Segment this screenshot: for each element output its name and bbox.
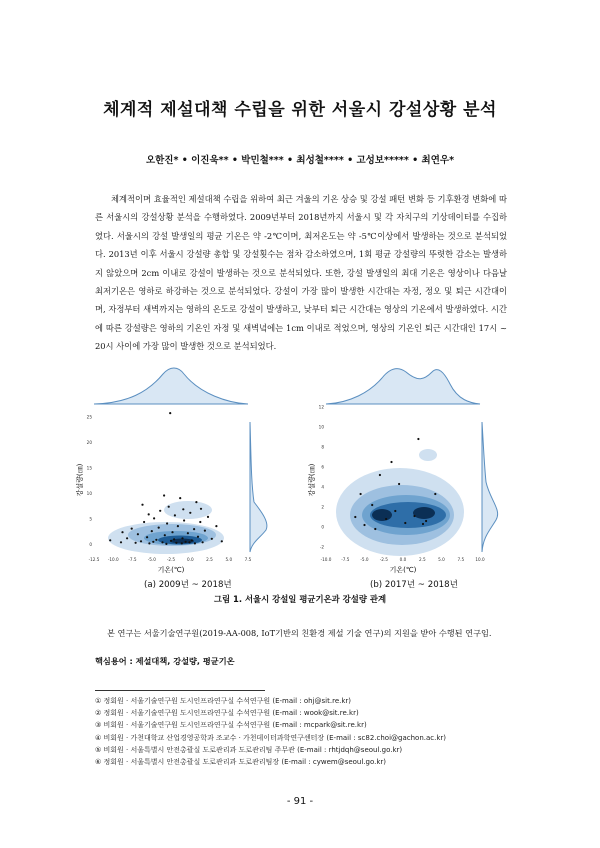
footnote-list xyxy=(95,695,446,768)
panel-b-xlabel: 기온(℃) xyxy=(389,566,417,574)
panel-b-xtick-label: -2.5 xyxy=(379,557,388,562)
panel-b-xtick-label: -10.0 xyxy=(320,557,332,562)
panel-b-ytick-label: 10 xyxy=(318,424,324,430)
panel-b-data-point xyxy=(354,516,356,518)
abstract-text: 체계적이며 효율적인 제설대책 수립을 위하여 최근 겨울의 기온 상승 및 강설 패턴 변화 등 기후환경 변화에 따른 서울시의 강설상황 분석을 수행하였다. 2009년부터 2018년까지 서울시 및 각 자치구의 기상데이터를 수집하였다. 서울시의 강설 발생일의 평균 기온은 약 -2℃이며, 최저온도는 약 -5℃이상에서 발생하는 것으로 분석되었다. 2013년 이후 서울시 강설량 총합 및 강설횟수는 점차 감소하였으며, 1회 평균 강설량의 뚜렷한 감소는 발생하지 않았으며 2cm 이내로 강설이 발생하는 것으로 분석되었다. 또한, 강설 발생일의 최대 기온은 영상이나 다음날 최저기온은 영하로 하강하는 것으로 분석되었다. 강설이 가장 많이 발생한 시간대는 자정, 정오 및 퇴근 시간대이며, 자정부터 새벽까지는 영하의 온도로 강설이 발생하고, 낮부터 퇴근 시간대는 영상의 기온에서 발생하였다. 시간에 따른 강설량은 영하의 기온인 자정 및 새벽녘에는 1cm 이내로 적었으며, 영상의 기온인 퇴근 시간대인 17시 ~ 20시 사이에 가장 많이 발생한 것으로 분석되었다. xyxy=(95,194,507,352)
panel-a-data-point xyxy=(159,510,161,512)
panel-b-top-marginal xyxy=(326,369,480,404)
panel-b-chart xyxy=(307,369,498,574)
panel-b-xtick-label: 5.0 xyxy=(438,557,445,562)
panel-a-data-point xyxy=(168,506,170,508)
figure-caption: 그림 1. 서울시 강설일 평균기온과 강설량 관계 xyxy=(213,594,387,604)
panel-b-xtick-label: 0.0 xyxy=(399,557,407,562)
panel-a-xticks xyxy=(89,557,252,562)
panel-a-data-point xyxy=(146,536,148,538)
panel-a-data-point xyxy=(169,412,171,414)
panel-a-data-point xyxy=(202,541,204,543)
panel-a-data-point xyxy=(109,539,111,541)
panel-a-data-point xyxy=(195,501,197,503)
panel-a-data-point xyxy=(161,541,163,543)
panel-b-xtick-label: 10.0 xyxy=(475,557,485,562)
panel-a-data-point xyxy=(197,536,199,538)
panel-a-data-point xyxy=(181,542,183,544)
panel-a-data-point xyxy=(211,538,213,540)
panel-b-caption: (b) 2017년 ~ 2018년 xyxy=(370,580,458,590)
panel-a-ytick-label: 5 xyxy=(89,516,92,522)
panel-b-data-point xyxy=(394,510,396,512)
panel-a-xtick-label: 0.0 xyxy=(186,557,194,562)
panel-a-data-point xyxy=(121,531,123,533)
panel-a-xtick-label: -7.5 xyxy=(128,557,137,562)
panel-b-xtick-label: -5.0 xyxy=(360,557,369,562)
panel-a-data-point xyxy=(177,525,179,527)
panel-a-data-point xyxy=(152,541,154,543)
panel-a-data-point xyxy=(185,541,187,543)
author-list: 오한진* • 이진욱** • 박민철*** • 최성철**** • 고성보***** • 최연우* xyxy=(145,155,455,166)
panel-b-ytick-label: 4 xyxy=(321,484,324,490)
panel-a-chart xyxy=(75,368,267,574)
panel-b-ytick-label: 8 xyxy=(321,444,324,450)
figure-1-panels xyxy=(76,362,518,592)
panel-a-data-point xyxy=(204,530,206,532)
acknowledgement: 본 연구는 서울기술연구원(2019-AA-008, IoT기반의 친환경 제설 기술 연구)의 지원을 받아 수행된 연구임. xyxy=(107,628,492,638)
footnote-item: ④ 비회원 · 가천대학교 산업경영공학과 조교수 · 가천데이터과학연구센터장 (E-mail : sc82.choi@gachon.ac.kr) xyxy=(95,733,447,742)
panel-a-data-point xyxy=(174,514,176,516)
panel-a-xtick-label: 5.0 xyxy=(225,557,233,562)
panel-a-data-point xyxy=(194,542,196,544)
panel-a-ylabel: 강설량(㎝) xyxy=(76,463,84,497)
panel-b-xticks xyxy=(321,557,485,562)
panel-b-ytick-label: 2 xyxy=(321,504,324,510)
panel-a-data-point xyxy=(189,512,191,514)
panel-b-xtick-label: -7.5 xyxy=(341,557,350,562)
panel-b-data-point xyxy=(434,493,436,495)
panel-a-data-point xyxy=(193,528,195,530)
panel-a-ytick-label: 10 xyxy=(86,491,92,496)
page-number: - 91 - xyxy=(286,796,314,807)
panel-b-data-point xyxy=(371,504,373,506)
panel-a-data-point xyxy=(131,528,133,530)
panel-b-data-point xyxy=(404,522,406,524)
panel-a-top-marginal xyxy=(94,368,248,404)
panel-b-data-point xyxy=(413,515,415,517)
panel-a-data-point xyxy=(148,513,150,515)
panel-a-ytick-label: 15 xyxy=(86,465,92,471)
panel-a-xtick-label: -10.0 xyxy=(107,557,119,562)
panel-a-data-point xyxy=(179,497,181,499)
panel-a-xtick-label: -5.0 xyxy=(147,557,156,562)
panel-a-data-point xyxy=(135,542,137,544)
panel-b-data-point xyxy=(374,528,376,530)
panel-b-ytick-label: -2 xyxy=(319,544,324,550)
panel-a-data-point xyxy=(215,525,217,527)
panel-b-xtick-label: 7.5 xyxy=(457,557,465,562)
panel-a-data-point xyxy=(175,542,177,544)
footnote-item: ③ 비회원 · 서울기술연구원 도시인프라연구실 수석연구원 (E-mail : mcpark@sit.re.kr) xyxy=(95,721,367,730)
panel-a-data-point xyxy=(158,527,160,529)
panel-a-data-point xyxy=(187,532,189,534)
figure-1 xyxy=(76,362,518,592)
footnote-divider xyxy=(95,690,265,691)
panel-a-ytick-label: 0 xyxy=(89,541,92,547)
panel-a-data-point xyxy=(170,540,172,542)
panel-b-data-point xyxy=(379,474,381,476)
panel-a-yticks xyxy=(87,415,93,547)
panel-b-ytick-label: 0 xyxy=(321,524,324,530)
panel-a-xtick-label: 7.5 xyxy=(244,557,252,562)
footnote-item: ② 정회원 · 서울기술연구원 도시인프라연구실 수석연구원 (E-mail : wook@sit.re.kr) xyxy=(95,709,359,718)
panel-a-xtick-label: -2.5 xyxy=(166,557,176,562)
panel-a-data-point xyxy=(137,533,139,535)
panel-a-data-point xyxy=(141,504,143,506)
panel-a-data-point xyxy=(182,508,184,510)
panel-a-data-point xyxy=(143,521,145,523)
panel-a-data-point xyxy=(163,494,165,496)
panel-a-caption: (a) 2009년 ~ 2018년 xyxy=(144,580,232,590)
panel-a-data-point xyxy=(171,531,173,533)
footnote-item: ① 정회원 · 서울기술연구원 도시인프라연구실 수석연구원 (E-mail : ohj@sit.re.kr) xyxy=(95,697,352,705)
panel-b-xtick-label: 2.5 xyxy=(418,557,426,562)
panel-a-data-point xyxy=(181,537,183,539)
paper-title: 체계적 제설대책 수립을 위한 서울시 강설상황 분석 xyxy=(103,100,497,120)
panel-a-data-point xyxy=(221,540,223,542)
panel-b-data-point xyxy=(422,523,424,525)
footnote-item: ⑥ 정회원 · 서울특별시 안전총괄실 도로관리과 도로관리팀장 (E-mail : cywem@seoul.go.kr) xyxy=(95,758,387,767)
panel-a-data-point xyxy=(164,534,166,536)
panel-a-data-point xyxy=(126,537,128,539)
panel-b-right-marginal xyxy=(482,422,498,552)
panel-b-data-point xyxy=(363,524,365,526)
footnote-item: ⑤ 비회원 · 서울특별시 안전총괄실 도로관리과 도로관리팀 주무관 (E-mail : rhtjdqh@seoul.go.kr) xyxy=(95,745,403,754)
panel-a-data-point xyxy=(191,539,193,541)
panel-b-data-point xyxy=(360,493,362,495)
panel-a-data-point xyxy=(155,539,157,541)
panel-b-yticks xyxy=(319,405,325,550)
panel-a-ytick-label: 25 xyxy=(86,414,92,420)
panel-a-xtick-label: -12.5 xyxy=(88,557,100,562)
panel-b-ytick-label: 6 xyxy=(321,464,324,470)
panel-a-data-point xyxy=(173,538,175,540)
panel-a-data-point xyxy=(200,508,202,510)
panel-b-ylabel: 강설량(㎝) xyxy=(308,463,316,497)
panel-b-data-point xyxy=(385,518,387,520)
panel-a-data-point xyxy=(199,521,201,523)
panel-a-data-point xyxy=(148,542,150,544)
panel-a-data-point xyxy=(153,517,155,519)
panel-a-right-marginal xyxy=(250,422,267,552)
panel-a-data-point xyxy=(166,522,168,524)
panel-b-data-point xyxy=(390,461,392,463)
panel-a-xlabel: 기온(℃) xyxy=(157,566,185,574)
panel-a-data-point xyxy=(120,541,122,543)
panel-a-data-point xyxy=(207,516,209,518)
panel-a-data-point xyxy=(140,540,142,542)
panel-a-xtick-label: 2.5 xyxy=(206,557,213,562)
panel-a-ytick-label: 20 xyxy=(86,440,92,446)
panel-a-data-point xyxy=(165,543,167,545)
keywords: 핵심용어 : 제설대책, 강설량, 평균기온 xyxy=(95,656,235,666)
panel-a-data-point xyxy=(183,519,185,521)
panel-a-data-point xyxy=(188,541,190,543)
panel-b-data-point xyxy=(398,483,400,485)
panel-b-data-point xyxy=(425,520,427,522)
panel-a-data-point xyxy=(151,530,153,532)
panel-b-data-point xyxy=(417,438,419,440)
panel-b-ytick-label: 12 xyxy=(318,404,324,410)
